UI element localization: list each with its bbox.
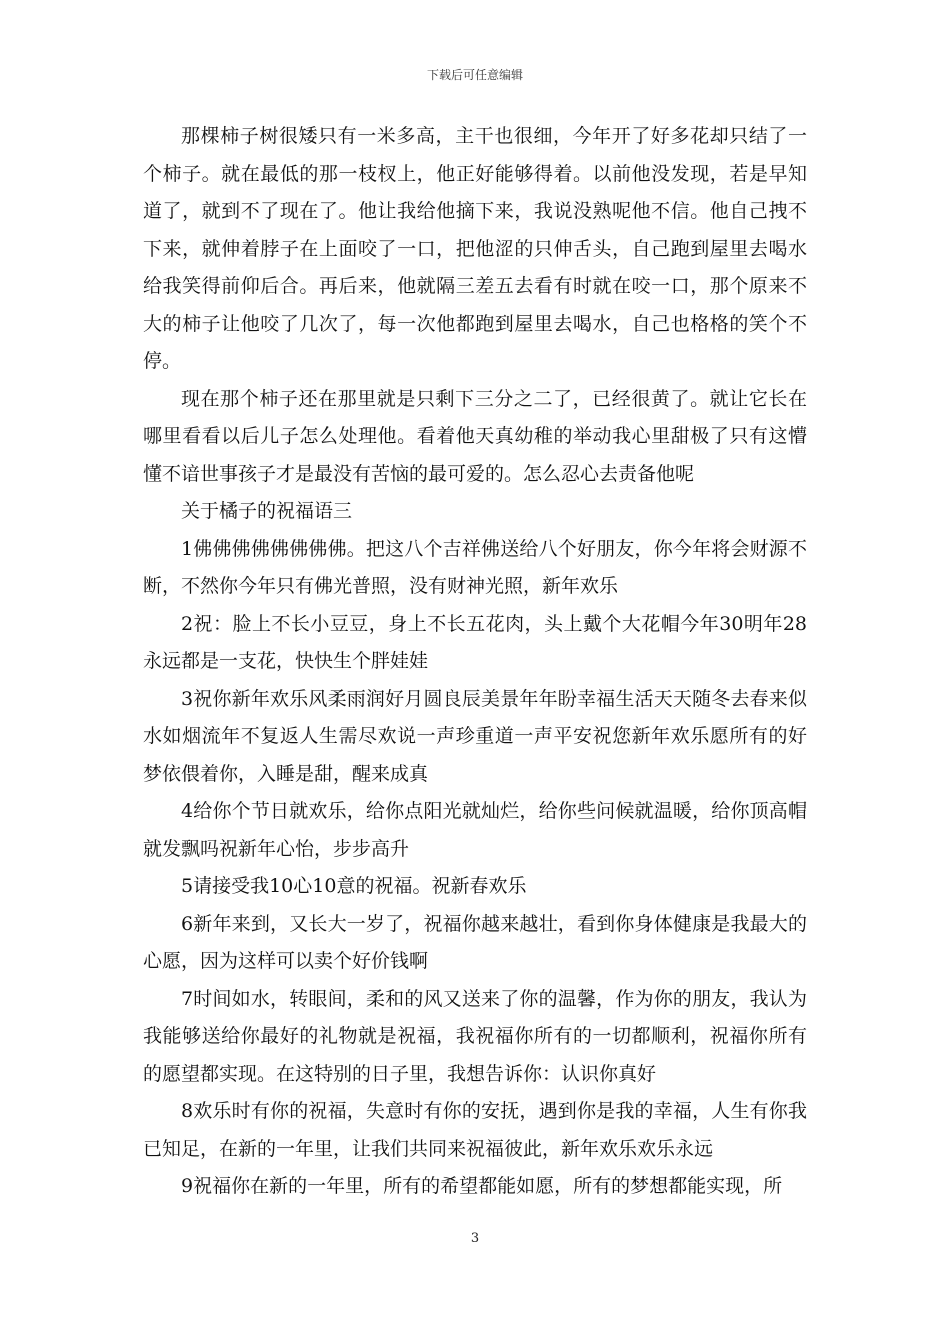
page-number: 3 bbox=[470, 1231, 480, 1246]
list-item: 4给你个节日就欢乐，给你点阳光就灿烂，给你些问候就温暖，给你顶高帽就发飘吗祝新年心怡，步步高升 bbox=[143, 800, 807, 860]
list-item: 2祝：脸上不长小豆豆，身上不长五花肉，头上戴个大花帽今年30明年28永远都是一支花，快快生个胖娃娃 bbox=[143, 612, 807, 672]
document-body bbox=[143, 118, 807, 1206]
list-item: 3祝你新年欢乐风柔雨润好月圆良辰美景年年盼幸福生活天天随冬去春来似水如烟流年不复返人生需尽欢说一声珍重道一声平安祝您新年欢乐愿所有的好梦依偎着你，入睡是甜，醒来成真 bbox=[143, 687, 807, 785]
section-heading: 关于橘子的祝福语三 bbox=[181, 500, 353, 522]
list-item: 1佛佛佛佛佛佛佛佛。把这八个吉祥佛送给八个好朋友，你今年将会财源不断，不然你今年只有佛光普照，没有财神光照，新年欢乐 bbox=[143, 537, 807, 597]
page-header: 下载后可任意编辑 bbox=[426, 68, 523, 82]
list-item: 8欢乐时有你的祝福，失意时有你的安抚，遇到你是我的幸福，人生有你我已知足，在新的一年里，让我们共同来祝福彼此，新年欢乐欢乐永远 bbox=[143, 1100, 807, 1160]
paragraph: 现在那个柿子还在那里就是只剩下三分之二了，已经很黄了。就让它长在哪里看看以后儿子怎么处理他。看着他天真幼稚的举动我心里甜极了只有这懵懂不谙世事孩子才是最没有苦恼的最可爱的。怎么忍心去责备他呢 bbox=[143, 387, 807, 485]
list-item: 7时间如水，转眼间，柔和的风又送来了你的温馨，作为你的朋友，我认为我能够送给你最好的礼物就是祝福，我祝福你所有的一切都顺利，祝福你所有的愿望都实现。在这特别的日子里，我想告诉你：认识你真好 bbox=[143, 987, 807, 1085]
paragraph: 那棵柿子树很矮只有一米多高，主干也很细，今年开了好多花却只结了一个柿子。就在最低的那一枝杈上，他正好能够得着。以前他没发现，若是早知道了，就到不了现在了。他让我给他摘下来，我说没熟呢他不信。他自己拽不下来，就伸着脖子在上面咬了一口，把他涩的只伸舌头，自己跑到屋里去喝水给我笑得前仰后合。再后来，他就隔三差五去看有时就在咬一口，那个原来不大的柿子让他咬了几次了，每一次他都跑到屋里去喝水，自己也格格的笑个不停。 bbox=[143, 125, 807, 372]
list-item: 5请接受我10心10意的祝福。祝新春欢乐 bbox=[181, 875, 527, 897]
list-item: 9祝福你在新的一年里，所有的希望都能如愿，所有的梦想都能实现，所 bbox=[181, 1175, 783, 1197]
list-item: 6新年来到，又长大一岁了，祝福你越来越壮，看到你身体健康是我最大的心愿，因为这样可以卖个好价钱啊 bbox=[143, 912, 807, 972]
